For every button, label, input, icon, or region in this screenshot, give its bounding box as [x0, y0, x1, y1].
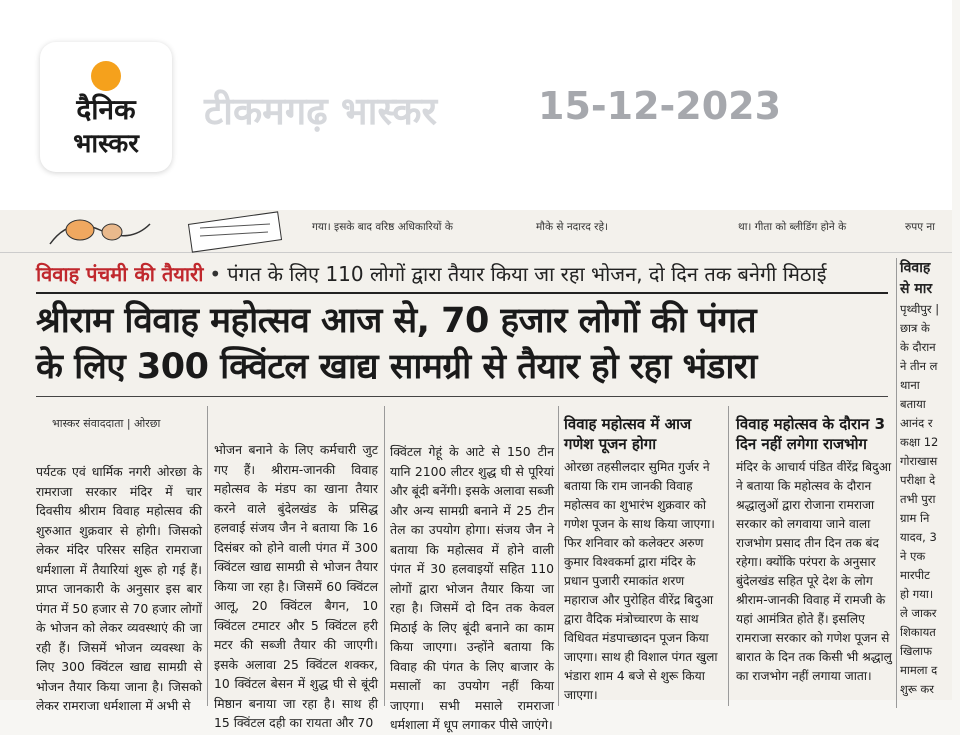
- dainik-bhaskar-logo[interactable]: [40, 42, 172, 172]
- sidebar-box-rajbhog: [736, 414, 892, 686]
- strip-text-b: मौके से नदारद रहे।: [536, 221, 609, 233]
- strip-text-c: था। गीता को ब्लीडिंग होने के: [738, 221, 847, 233]
- edge-text-line: के दौरान: [900, 340, 936, 354]
- box-title: विवाह महोत्सव के दौरान 3 दिन नहीं लगेगा राजभोग: [736, 415, 886, 453]
- box-title: विवाह महोत्सव में आज गणेश पूजन होगा: [564, 415, 692, 453]
- edition-date: 15-12-2023: [538, 84, 782, 128]
- edge-text-line: बताया: [900, 397, 926, 411]
- edge-text-line: यादव, 3: [900, 530, 937, 544]
- cartoon-illustration-icon: [40, 210, 290, 250]
- article-kicker: [36, 258, 827, 290]
- headline-line1: श्रीराम विवाह महोत्सव आज से, 70 हजार लोगों की पंगत: [36, 301, 757, 341]
- article-column-1: पर्यटक एवं धार्मिक नगरी ओरछा के रामराजा सरकार मंदिर में चार दिवसीय श्रीराम विवाह महोत्सव की शुरुआत शुक्रवार से होगी। जिसको लेकर मंदिर परिसर सहित रामराजा धर्मशाला में तैयारियां शुरू हो गई हैं। प्राप्त जानकारी के अनुसार इस बार पंगत में 50 हजार से 70 हजार लोगों के भोजन को लेकर व्यवस्थाएं की जा रही हैं। जिसमें भोजन व्यवस्था के लिए 300 क्विंटल खाद्य सामग्री से भोजन तैयार किया जाना है। जिसको लेकर रामराजा धर्मशाला में अभी से: [36, 464, 202, 713]
- edition-name: टीकमगढ़ भास्कर: [204, 89, 437, 133]
- logo-text-line2: भास्कर: [73, 129, 139, 159]
- sun-icon: [91, 61, 121, 91]
- edge-text-line: आनंद र: [900, 416, 933, 430]
- edge-text-line: तभी पुरा: [900, 492, 936, 506]
- column-divider: [728, 406, 729, 706]
- edge-text-line: ने तीन ल: [900, 359, 938, 373]
- edge-text-line: मामला द: [900, 663, 938, 677]
- edge-text-line: ले जाकर: [900, 606, 937, 620]
- article-column-2: भोजन बनाने के लिए कर्मचारी जुट गए हैं। श्रीराम-जानकी विवाह महोत्सव के मंडप का खाना तैयार करने वाले बुंदेलखंड के प्रसिद्ध हलवाई संजय जैन ने बताया कि 16 दिसंबर को होने वाली पंगत में 300 क्विंटल खाद्य सामग्री से भोजन तैयार किया जा रहा है। जिसमें 60 क्विंटल आलू, 20 क्विंटल बैगन, 10 क्विंटल टमाटर और 5 क्विंटल हरी मटर की सब्जी तैयार की जाएगी। इसके अलावा 25 क्विंटल शक्कर, 10 क्विंटल बेसन में शुद्ध घी से बूंदी मिष्ठान बनाया जा रहा है। साथ ही 15 क्विंटल दही का रायता और 70: [214, 442, 378, 730]
- headline-line2: के लिए 300 क्विंटल खाद्य सामग्री से तैयार हो रहा भंडारा: [36, 347, 757, 387]
- byline: भास्कर संवाददाता | ओरछा: [52, 417, 161, 430]
- edge-text-line: मारपीट: [900, 568, 930, 582]
- box-body: ओरछा तहसीलदार सुमित गुर्जर ने बताया कि राम जानकी विवाह महोत्सव का शुभारंभ शुक्रवार को गणेश पूजन के साथ किया जाएगा। फिर शनिवार को कलेक्टर अरुण कुमार विश्वकर्मा द्वारा मंदिर के प्रधान पुजारी रमाकांत शरण महाराज और पुरोहित वीरेंद्र बिदुआ द्वारा वैदिक मंत्रोच्चारण के साथ विधिवत मंडपाच्छादन पूजन किया जाएगा। साथ ही विशाल पंगत खुला भंडारा शाम 4 बजे से शुरू किया जाएगा।: [564, 460, 718, 702]
- divider: [36, 292, 888, 294]
- column-divider: [896, 258, 897, 708]
- edge-headline-1: विवाह: [900, 260, 931, 276]
- sidebar-box-ganesh-pujan: [564, 414, 720, 705]
- edge-text-line: गोराखास: [900, 454, 938, 468]
- strip-text-a: गया। इसके बाद वरिष्ठ अधिकारियों के: [312, 221, 453, 233]
- edge-text-line: खिलाफ: [900, 644, 933, 658]
- kicker-label: विवाह पंचमी की तैयारी: [36, 262, 204, 286]
- edge-text-line: शिकायत: [900, 625, 936, 639]
- logo-text-line1: दैनिक: [76, 93, 136, 126]
- divider: [36, 396, 888, 397]
- edge-text-line: हो गया।: [900, 587, 934, 601]
- edge-text-line: छात्र के: [900, 321, 930, 335]
- header-bar: [0, 0, 952, 210]
- bullet-icon: •: [209, 262, 222, 286]
- edge-text-line: ने एक: [900, 549, 926, 563]
- edge-text-line: शुरू कर: [900, 682, 934, 696]
- adjacent-article-edge: [900, 258, 960, 699]
- column-divider: [384, 406, 385, 706]
- box-body: मंदिर के आचार्य पंडित वीरेंद्र बिदुआ ने बताया कि महोत्सव के दौरान श्रद्धालुओं द्वारा रोजाना रामराजा सरकार को लगवाया जाने वाला राजभोग प्रसाद तीन दिन तक बंद रहेगा। क्योंकि परंपरा के अनुसार बुंदेलखंड सहित पूरे देश के लोग श्रीराम-जानकी विवाह में रामजी के यहां आमंत्रित होते हैं। इसलिए रामराजा सरकार को गणेश पूजन से बारात के दिन तक किसी भी श्रद्धालु का राजभोग नहीं लगाया जाता।: [736, 460, 892, 683]
- edge-text-line: पृथ्वीपुर |: [900, 302, 940, 316]
- strip-text-d: रुपए ना: [905, 221, 935, 233]
- previous-article-strip: [0, 210, 952, 253]
- article-column-3: क्विंटल गेहूं के आटे से 150 टीन यानि 2100 लीटर शुद्ध घी से पूरियां और बूंदी बनेंगी। इसके अलावा सब्जी और अन्य सामग्री बनाने में 25 टीन तेल का उपयोग होगा। संजय जैन ने बताया कि महोत्सव में होने वाली पंगत में 30 हलवाइयों सहित 110 लोगों द्वारा भोजन तैयार किया जा रहा है। जिसमें दो दिन तक केवल मिठाई के लिए बूंदी बनाने का काम किया जाएगा। उन्होंने बताया कि विवाह की पंगत के लिए बाजार के मसालों का उपयोग नहीं किया जाएगा। सभी मसाले रामराजा धर्मशाला में धूप लगाकर पीसे जाएंगे।: [390, 444, 554, 732]
- column-divider: [207, 406, 208, 706]
- edge-text-line: परीक्षा दे: [900, 473, 936, 487]
- edge-text-line: ग्राम नि: [900, 511, 930, 525]
- newspaper-clipping: [0, 210, 952, 732]
- edge-text-line: कक्षा 12: [900, 435, 939, 449]
- article-headline: [36, 298, 896, 390]
- edge-text-lines: [900, 300, 960, 699]
- edge-text-line: थाना: [900, 378, 920, 392]
- edge-headline-2: से मार: [900, 281, 933, 297]
- kicker-subhead: पंगत के लिए 110 लोगों द्वारा तैयार किया जा रहा भोजन, दो दिन तक बनेगी मिठाई: [227, 262, 827, 286]
- column-divider: [558, 406, 559, 706]
